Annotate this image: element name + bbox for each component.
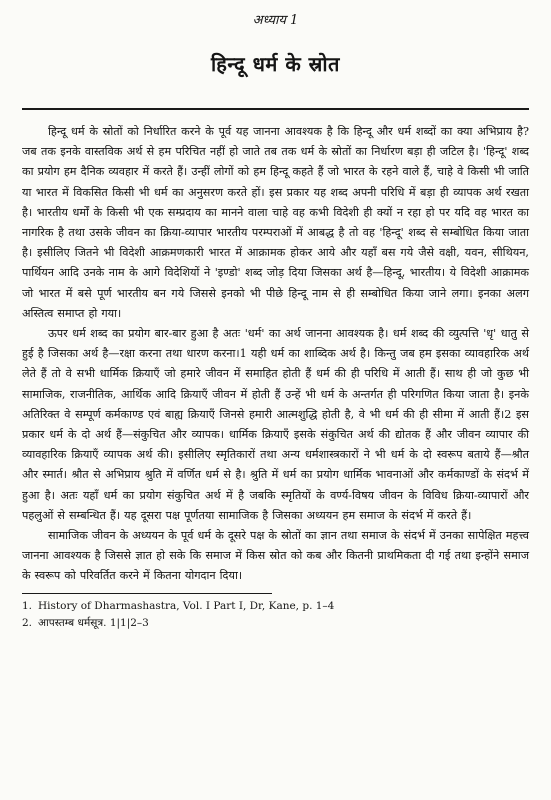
footnote-number: 1. [22,599,33,612]
footnote [22,598,529,615]
footnote-text: आपस्तम्ब धर्मसूत्र. 1|1|2–3 [38,616,149,629]
footnote-text: History of Dharmashastra, Vol. I Part I, Dr, Kane, p. 1–4 [38,599,335,612]
footnotes [22,598,529,632]
footnote-number: 2. [22,616,33,629]
chapter-label: अध्याय 1 [252,13,299,28]
footnote-divider [22,593,272,594]
title-divider [22,108,529,110]
paragraph: ऊपर धर्म शब्द का प्रयोग बार-बार हुआ है अतः 'धर्म' का अर्थ जानना आवश्यक है। धर्म शब्द की व्युत्पत्ति 'धृ' धातु से हुई है जिसका अर्थ है—रक्षा करना तथा धारण करना।1 यही धर्म का शाब्दिक अर्थ है। किन्तु जब हम इसका व्यावहारिक अर्थ लेते हैं तो वे सभी धार्मिक क्रियाएँ जो हमारे जीवन में समाहित होती हैं धर्म की ही परिधि में आती हैं। साथ ही जो कुछ भी सामाजिक, राजनीतिक, आर्थिक आदि क्रियाएँ जीवन में होती हैं उन्हें भी धर्म के अन्तर्गत ही परिगणित किया जाता है। इनके अतिरिक्त वे सम्पूर्ण कर्मकाण्ड एवं बाह्य क्रियाएँ जिनसे हमारी आत्मशुद्धि होती है, वे भी धर्म की ही सीमा में आती हैं।2 इस प्रकार धर्म के दो अर्थ हैं—संकुचित और व्यापक। धार्मिक क्रियाएँ इसके संकुचित अर्थ की द्योतक हैं और जीवन व्यापार की व्यावहारिक क्रियाएँ व्यापक अर्थ की। इसीलिए स्मृतिकारों तथा अन्य धर्मशास्त्रकारों ने भी धर्म के दो स्वरूप बताये हैं—श्रौत और स्मार्त। श्रौत से अभिप्राय श्रुति में वर्णित धर्म से है। श्रुति में धर्म का प्रयोग धार्मिक भावनाओं और कर्मकाण्डों के संदर्भ में हुआ है। अतः यहाँ धर्म का प्रयोग संकुचित अर्थ में है जबकि स्मृतियों के वर्ण्य-विषय जीवन के विविध क्रिया-व्यापारों और पहलुओं से सम्बन्धित हैं। यह दूसरा पक्ष पूर्णतया सामाजिक है जिसका अध्ययन हम समाज के संदर्भ में करते हैं। [22,327,529,522]
paragraph: सामाजिक जीवन के अध्ययन के पूर्व धर्म के दूसरे पक्ष के स्रोतों का ज्ञान तथा समाज के संदर्भ में उनका सापेक्षित महत्त्व जानना आवश्यक है जिससे ज्ञात हो सके कि समाज में किस स्रोत को कब और कितनी प्राथमिकता दी गई तथा इन्होंने समाज के स्वरूप को परिवर्तित करने में कितना योगदान दिया। [22,529,529,583]
footnote [22,615,529,632]
paragraph: हिन्दू धर्म के स्रोतों को निर्धारित करने के पूर्व यह जानना आवश्यक है कि हिन्दू और धर्म शब्दों का क्या अभिप्राय है? जब तक इनके वास्तविक अर्थ से हम परिचित नहीं हो जाते तब तक धर्म के स्रोतों का निर्धारण बड़ा ही जटिल है। 'हिन्दू' शब्द का प्रयोग हम दैनिक व्यवहार में करते हैं। उन्हीं लोगों को हम हिन्दू कहते हैं जो भारत के रहने वाले हैं, चाहे वे किसी भी जाति या भारत में विकसित किसी भी धर्म का अनुसरण करते हों। इस प्रकार यह शब्द अपनी परिधि में बड़ा ही व्यापक अर्थ रखता है। भारतीय धर्मों के किसी भी एक सम्प्रदाय का मानने वाला चाहे वह कभी विदेशी ही क्यों न रहा हो पर यदि वह भारत का नागरिक है तथा उसके जीवन का क्रिया-व्यापार भारतीय परम्पराओं में आबद्ध है तो वह 'हिन्दू' शब्द से सम्बोधित किया जाता है। इसीलिए जितने भी विदेशी आक्रमणकारी भारत में आक्रामक होकर आये और यहाँ बस गये जैसे वक्षी, यवन, सीथियन, पार्थियन आदि उनके नाम के आगे विदेशियों ने 'इण्डो' शब्द जोड़ दिया जिसका अर्थ है—हिन्दू, भारतीय। ये विदेशी आक्रामक जो भारत में बसे पूर्ण भारतीय बन गये जिससे इनको भी पीछे हिन्दू नाम से ही सम्बोधित किया जाने लगा। इनका अलग अस्तित्व समाप्त हो गया। [22,125,529,320]
chapter-title: हिन्दू धर्म के स्रोत [211,52,340,76]
body-text [22,122,529,587]
